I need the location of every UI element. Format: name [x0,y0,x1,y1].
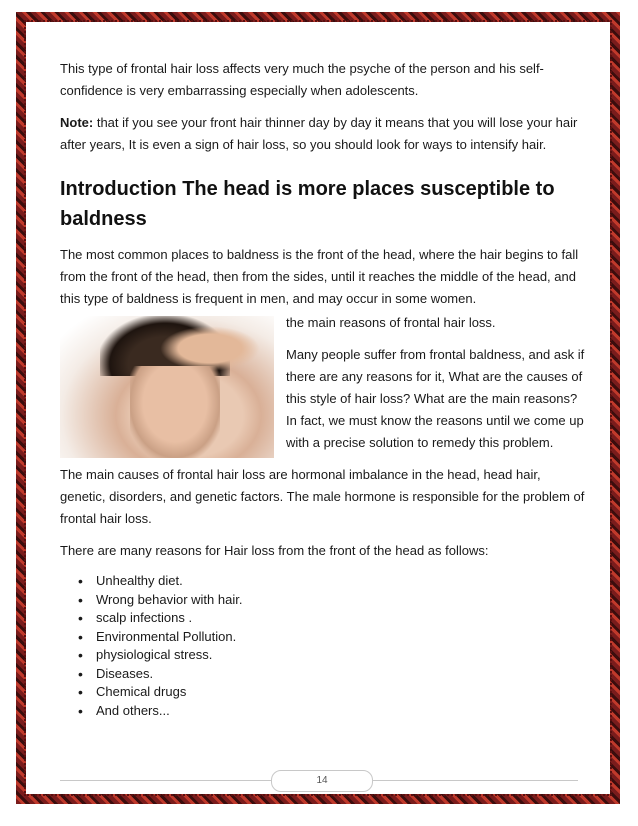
side-text-block [286,312,585,464]
note-text: that if you see your front hair thinner day by day it means that you will lose your hair after years, It is even a sign of hair loss, so you should look for ways to intensify hair. [60,115,578,152]
note-paragraph [60,112,585,156]
page-content [60,58,585,720]
side-paragraph: Many people suffer from frontal baldness, and ask if there are any reasons for it, What are the causes of this style of hair loss? What are the main reasons? In fact, we must know the reasons until we come up with a precise solution to remedy this problem. [286,347,585,450]
image-text-row [60,312,585,464]
list-item: • scalp infections . [96,609,585,628]
note-label: Note: [60,115,94,130]
list-item: • physiological stress. [96,646,585,665]
section-heading: Introduction The head is more places susceptible to baldness [60,178,555,230]
list-item: • And others... [96,702,585,721]
man-touching-hair-photo [60,316,274,458]
list-item: • Diseases. [96,665,585,684]
paragraph-reasons-intro: There are many reasons for Hair loss from the front of the head as follows: [60,543,489,558]
list-item: • Unhealthy diet. [96,572,585,591]
page-footer [0,768,638,792]
list-item: • Environmental Pollution. [96,628,585,647]
reasons-list [60,572,585,720]
paragraph-main-causes: The main causes of frontal hair loss are hormonal imbalance in the head, head hair, genetic, disorders, and genetic factors. The male hormone is responsible for the problem of frontal hair loss. [60,467,585,526]
list-item: • Wrong behavior with hair. [96,591,585,610]
list-item: • Chemical drugs [96,683,585,702]
paragraph-psyche: This type of frontal hair loss affects very much the psyche of the person and his self-confidence is very embarrassing especially when adolescents. [60,61,544,98]
page-number: 14 [271,770,373,792]
side-caption: the main reasons of frontal hair loss. [286,315,496,330]
paragraph-common-places: The most common places to baldness is the front of the head, where the hair begins to fall from the front of the head, then from the sides, until it reaches the middle of the head, and this type of baldness is frequent in men, and may occur in some women. [60,247,579,306]
